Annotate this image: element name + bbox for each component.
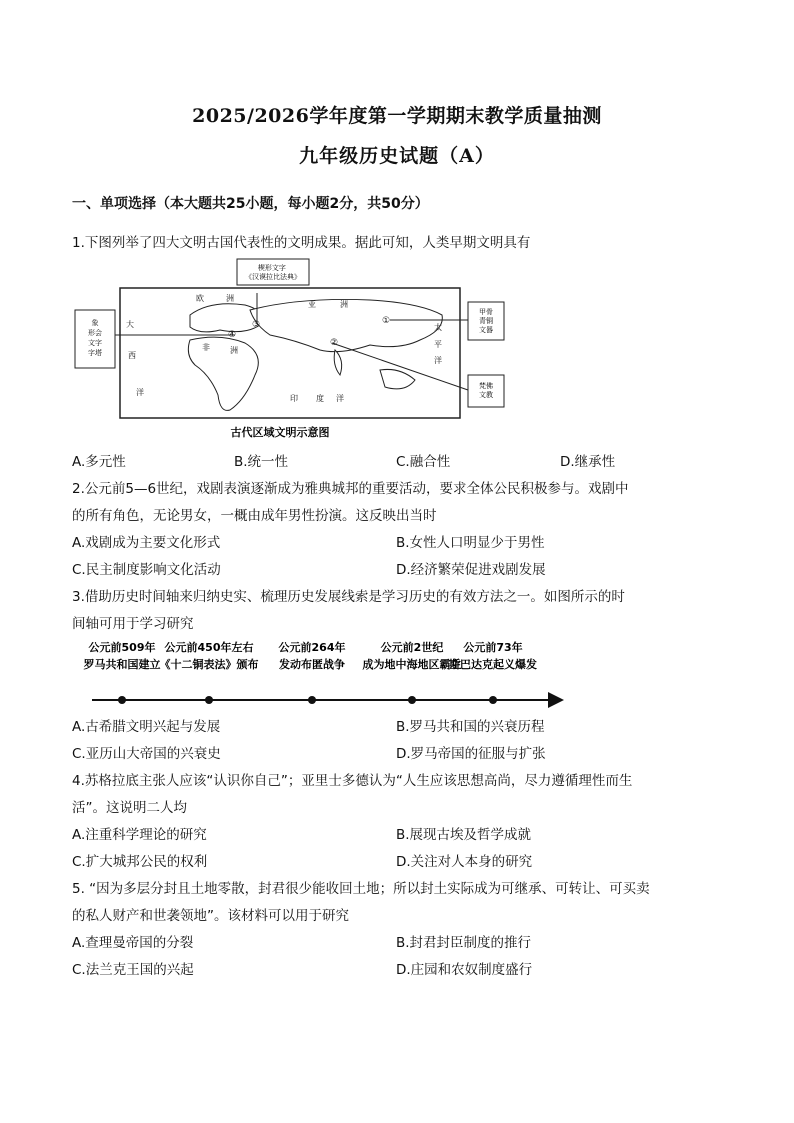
q3-option-d[interactable]: D.罗马帝国的征服与扩张 [396, 746, 546, 762]
question-4-stem-line1: 4.苏格拉底主张人应该“认识你自己”；亚里士多德认为“人生应该思想高尚，尽力遵循理性而生 [72, 773, 633, 789]
map-region-label: 洋 [336, 394, 344, 403]
ancient-civilizations-map [70, 255, 510, 440]
timeline-date: 公元前73年 [463, 641, 523, 654]
map-region-label: 印 [290, 394, 298, 403]
timeline-point [408, 696, 416, 704]
q4-option-d[interactable]: D.关注对人本身的研究 [396, 854, 533, 870]
q1-option-c[interactable]: C.融合性 [396, 454, 451, 470]
q4-option-b[interactable]: B.展现古埃及哲学成就 [396, 827, 532, 843]
timeline-date: 公元前509年 [88, 641, 156, 654]
map-region-label: 亚 [308, 300, 316, 309]
map-marker: ③ [252, 320, 261, 330]
question-2-stem-line1: 2.公元前5—6世纪，戏剧表演逐渐成为雅典城邦的重要活动，要求全体公民积极参与。戏剧中 [72, 481, 629, 497]
map-region-label: 大 [126, 320, 134, 329]
q3-option-c[interactable]: C.亚历山大帝国的兴衰史 [72, 746, 221, 762]
q2-option-d[interactable]: D.经济繁荣促进戏剧发展 [396, 562, 546, 578]
timeline-point [489, 696, 497, 704]
question-3-stem-line2: 间轴可用于学习研究 [72, 616, 194, 632]
q2-option-b[interactable]: B.女性人口明显少于男性 [396, 535, 545, 551]
timeline-point [205, 696, 213, 704]
map-region-label: 洋 [136, 388, 144, 397]
q4-option-c[interactable]: C.扩大城邦公民的权利 [72, 854, 208, 870]
map-region-label: 欧 [196, 294, 204, 303]
timeline-event: 斯巴达克起义爆发 [449, 658, 537, 671]
q5-option-a[interactable]: A.查理曼帝国的分裂 [72, 935, 194, 951]
map-caption: 古代区域文明示意图 [230, 426, 330, 439]
timeline-date: 公元前264年 [278, 641, 346, 654]
exam-subtitle: 九年级历史试题（A） [299, 145, 495, 167]
question-4-stem-line2: 活”。这说明二人均 [72, 800, 187, 816]
map-region-label: 平 [434, 340, 442, 349]
map-region-label: 洲 [230, 346, 238, 355]
exam-title: 2025/2026学年度第一学期期末教学质量抽测 [192, 105, 602, 127]
timeline-event: 成为地中海地区霸主 [362, 658, 462, 671]
question-2-stem-line2: 的所有角色，无论男女，一概由成年男性扮演。这反映出当时 [72, 508, 437, 524]
q3-option-b[interactable]: B.罗马共和国的兴衰历程 [396, 719, 545, 735]
q5-option-c[interactable]: C.法兰克王国的兴起 [72, 962, 194, 978]
timeline-point [118, 696, 126, 704]
timeline-date: 公元前2世纪 [380, 641, 444, 654]
question-1-stem: 1.下图列举了四大文明古国代表性的文明成果。据此可知，人类早期文明具有 [72, 235, 531, 251]
q2-option-c[interactable]: C.民主制度影响文化活动 [72, 562, 221, 578]
map-region-label: 洲 [340, 300, 348, 309]
map-region-label: 西 [128, 351, 136, 360]
map-marker: ② [330, 338, 339, 348]
map-region-label: 太 [434, 323, 442, 332]
q2-option-a[interactable]: A.戏剧成为主要文化形式 [72, 535, 221, 551]
q3-option-a[interactable]: A.古希腊文明兴起与发展 [72, 719, 221, 735]
timeline-event: 《十二铜表法》颁布 [159, 658, 259, 671]
map-region-label: 洋 [434, 356, 442, 365]
timeline-point [308, 696, 316, 704]
map-region-label: 非 [202, 343, 210, 352]
map-box-china: 甲骨青铜文器 [479, 308, 493, 334]
q5-option-b[interactable]: B.封君封臣制度的推行 [396, 935, 532, 951]
map-marker: ① [382, 316, 391, 326]
question-5-stem-line1: 5. “因为多层分封且土地零散，封君很少能收回土地；所以封土实际成为可继承、可转让、可买卖 [72, 881, 650, 897]
timeline-event: 罗马共和国建立 [83, 658, 161, 671]
q1-option-d[interactable]: D.继承性 [560, 454, 616, 470]
section-heading: 一、单项选择（本大题共25小题，每小题2分，共50分） [72, 196, 429, 212]
timeline-date: 公元前450年左右 [164, 641, 254, 654]
q4-option-a[interactable]: A.注重科学理论的研究 [72, 827, 207, 843]
timeline-event: 发动布匿战争 [279, 658, 345, 671]
roman-timeline [70, 638, 570, 708]
question-3-stem-line1: 3.借助历史时间轴来归纳史实、梳理历史发展线索是学习历史的有效方法之一。如图所示的时 [72, 589, 625, 605]
map-marker: ④ [228, 330, 237, 340]
q5-option-d[interactable]: D.庄园和农奴制度盛行 [396, 962, 533, 978]
question-5-stem-line2: 的私人财产和世袭领地”。该材料可以用于研究 [72, 908, 349, 924]
map-region-label: 洲 [226, 294, 234, 303]
q1-option-b[interactable]: B.统一性 [234, 454, 289, 470]
map-box-cuneiform: 楔形文字 《汉谟拉比法典》 [245, 264, 301, 281]
map-region-label: 度 [316, 394, 324, 403]
q1-option-a[interactable]: A.多元性 [72, 454, 126, 470]
map-box-india: 梵佛文教 [479, 382, 493, 399]
map-box-egypt: 象形会文字字塔 [88, 319, 102, 357]
